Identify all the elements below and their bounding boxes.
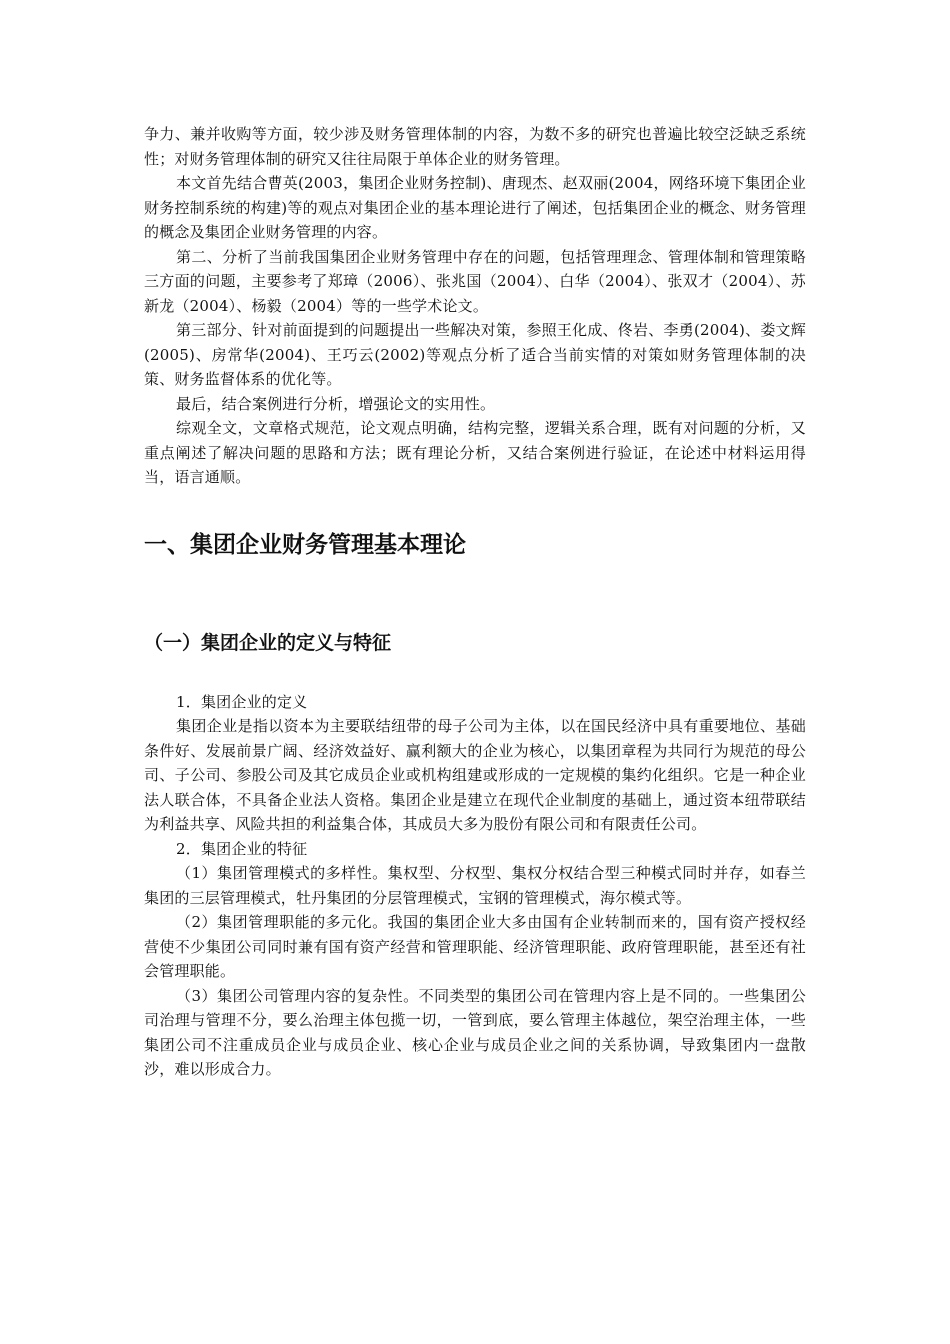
intro-paragraph-continued: 争力、兼并收购等方面，较少涉及财务管理体制的内容，为数不多的研究也普遍比较空泛缺乏系统性；对财务管理体制的研究又往往局限于单体企业的财务管理。 (144, 125, 806, 168)
intro-paragraph-last: 最后，结合案例进行分析，增强论文的实用性。 (176, 394, 496, 413)
definition-paragraph: 集团企业是指以资本为主要联结纽带的母子公司为主体，以在国民经济中具有重要地位、基础条件好、发展前景广阔、经济效益好、赢利额大的企业为核心，以集团章程为共同行为规范的母公司、子公司、参股公司及其它成员企业或机构组建或形成的一定规模的集约化组织。它是一种企业法人联合体，不具备企业法人资格。集团企业是建立在现代企业制度的基础上，通过资本纽带联结为利益共享、风险共担的利益集合体，其成员大多为股份有限公司和有限责任公司。 (144, 717, 806, 833)
feature-item-3: （3）集团公司管理内容的复杂性。不同类型的集团公司在管理内容上是不同的。一些集团公司治理与管理不分，要么治理主体包揽一切，一管到底，要么管理主体越位，架空治理主体，一些集团公司不注重成员企业与成员企业、核心企业与成员企业之间的关系协调，导致集团内一盘散沙，难以形成合力。 (144, 986, 806, 1078)
section-heading: （一）集团企业的定义与特征 (144, 631, 392, 654)
feature-item-2: （2）集团管理职能的多元化。我国的集团企业大多由国有企业转制而来的，国有资产授权经营使不少集团公司同时兼有国有资产经营和管理职能、经济管理职能、政府管理职能，甚至还有社会管理职能。 (144, 913, 806, 980)
intro-paragraph-third: 第三部分、针对前面提到的问题提出一些解决对策，参照王化成、佟岩、李勇(2004)、娄文辉(2005)、房常华(2004)、王巧云(2002)等观点分析了适合当前实情的对策如财务管理体制的决策、财务监督体系的优化等。 (144, 321, 806, 388)
feature-item-1: （1）集团管理模式的多样性。集权型、分权型、集权分权结合型三种模式同时并存，如春兰集团的三层管理模式，牡丹集团的分层管理模式，宝钢的管理模式，海尔模式等。 (144, 864, 806, 907)
intro-paragraph-summary: 综观全文，文章格式规范，论文观点明确，结构完整，逻辑关系合理，既有对问题的分析，又重点阐述了解决问题的思路和方法；既有理论分析，又结合案例进行验证，在论述中材料运用得当，语言通顺。 (144, 419, 806, 486)
intro-paragraph-first: 本文首先结合曹英(2003，集团企业财务控制)、唐现杰、赵双丽(2004，网络环境下集团企业财务控制系统的构建)等的观点对集团企业的基本理论进行了阐述，包括集团企业的概念、财务管理的概念及集团企业财务管理的内容。 (144, 174, 806, 241)
chapter-heading: 一、集团企业财务管理基本理论 (144, 531, 466, 558)
document-page (144, 122, 806, 1082)
features-subtitle: 2．集团企业的特征 (176, 839, 308, 858)
intro-paragraph-second: 第二、分析了当前我国集团企业财务管理中存在的问题，包括管理理念、管理体制和管理策略三方面的问题，主要参考了郑璋（2006）、张兆国（2004）、白华（2004）、张双才（2004）、苏新龙（2004）、杨毅（2004）等的一些学术论文。 (144, 247, 806, 315)
definition-subtitle: 1．集团企业的定义 (176, 692, 308, 711)
